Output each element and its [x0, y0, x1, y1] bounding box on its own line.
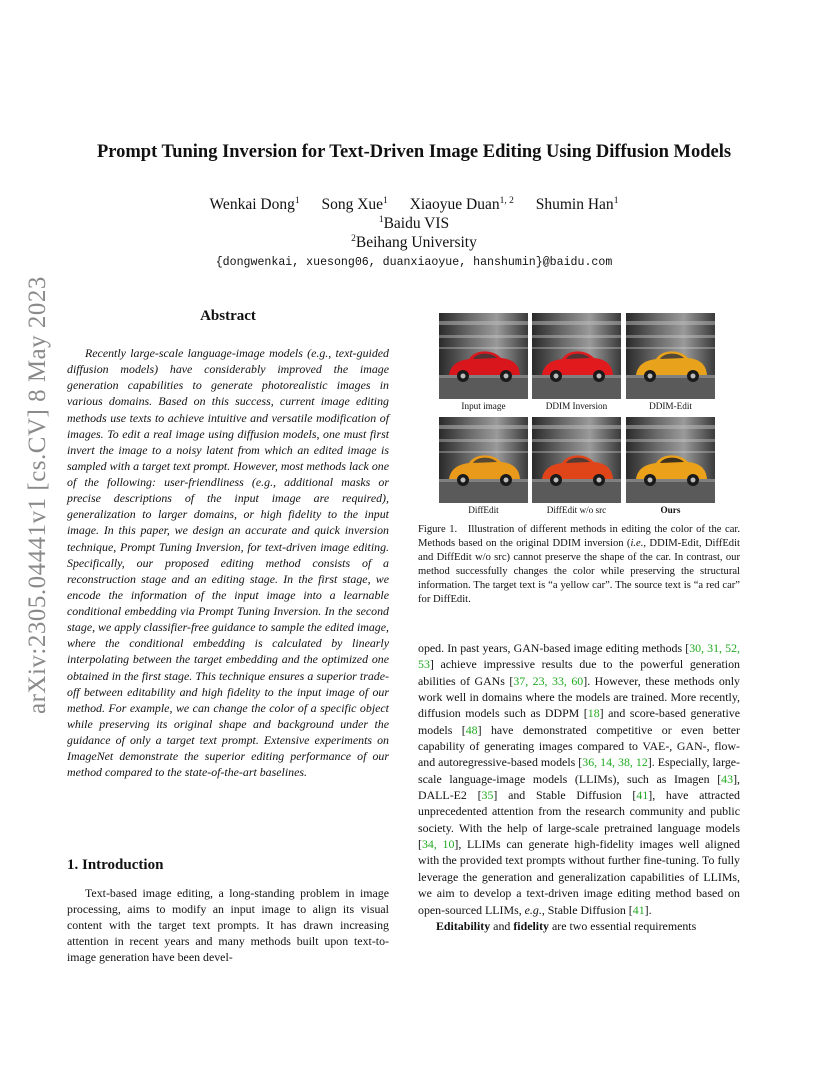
car-image	[626, 417, 715, 503]
figure-1-caption: Figure 1. Illustration of different methods in editing the color of the car. Methods based on the original DDIM inversion (i.e., DDIM-Edit, DiffEdit and DiffEdit w/o src) cannot preserve the shape of the car. In contrast, our method successfully changes the color while preserving the structural information. The target text is “a yellow car”. The source text is “a red car” for DiffEdit.	[418, 524, 741, 606]
car-image	[532, 313, 621, 399]
author: Xiaoyue Duan$^{1, 2}$	[409, 196, 514, 213]
figure-panel-label: DDIM-Edit	[649, 401, 692, 411]
citation-link[interactable]: 43	[721, 771, 734, 786]
figure-1	[439, 313, 719, 521]
figure-panel-label: Ours	[660, 505, 681, 515]
author: Song Xue$^1$	[321, 196, 388, 213]
abstract-text: Recently large-scale language-image models (e.g., text-guided diffusion models) have considerably improved the image generation capabilities to generate photorealistic images in various domains. Based on this success, current image editing methods use texts to achieve intuitive and versatile modification of images. To edit a real image using diffusion models, one must first invert the image to a noisy latent from which an edited image is sampled with a target text prompt. However, most methods lack one of the following: user-friendliness (e.g., additional masks or precise descriptions of the input image are required), generalization to larger domains, or high fidelity to the input image. In this paper, we design an accurate and quick inversion technique, Prompt Tuning Inversion, for text-driven image editing. Specifically, our proposed editing method consists of a reconstruction stage and an editing stage. In the first stage, we encode the information of the input image into a learnable conditional embedding via Prompt Tuning Inversion. In the second stage, we apply classifier-free guidance to sample the edited image, where the conditional embedding is calculated by linearly interpolating between the target embedding and the optimized one obtained in the first stage. This technique ensures a superior trade-off between editability and high fidelity to the input image of our method. For example, we can change the color of a specific object while preserving its original shape and background under the guidance of only a target text prompt. Extensive experiments on ImageNet demonstrate the superior editing performance of our method compared to the state-of-the-art baselines.	[67, 346, 389, 780]
figure-panel-label: DiffEdit w/o src	[546, 505, 607, 515]
author-list	[40, 196, 788, 214]
figure-image-panel	[626, 313, 715, 399]
affiliation: $^1$Baidu VIS	[378, 215, 450, 232]
paragraph: oped. In past years, GAN-based image editing methods [30, 31, 52, 53] achieve impressive results due to the powerful generation abilities of GANs [37, 23, 33, 60]. However, these methods only work well in domains where the models are trained. More recently, diffusion models such as DDPM [18] and score-based generative models [48] have demonstrated competitive or even better capability of generating images compared to VAE-, GAN-, flow- and autoregressive-based models [36, 14, 38, 12]. Especially, large-scale language-image models (LLIMs), such as Imagen [43], DALL-E2 [35] and Stable Diffusion [41], have attracted unprecedented attention from the research community and public society. With the help of large-scale pretrained language models [34, 10], LLIMs can generate high-fidelity images well aligned with the provided text prompts without further fine-tuning. To fully leverage the generation and generalization capabilities of LLIMs, we aim to develop a text-driven image editing method based on open-sourced LLIMs, e.g., Stable Diffusion [41].	[418, 641, 741, 917]
citation-link[interactable]: 41	[636, 788, 649, 803]
citation-link[interactable]: 35	[481, 788, 494, 803]
citation-link[interactable]: 48	[465, 722, 478, 737]
citation-link[interactable]: 30, 31, 52, 53	[418, 641, 740, 672]
author: Wenkai Dong$^1$	[209, 196, 300, 213]
abstract-heading: Abstract	[200, 308, 256, 324]
introduction-heading: 1. Introduction	[67, 857, 164, 873]
citation-link[interactable]: 18	[587, 706, 600, 721]
figure-image-panel	[532, 313, 621, 399]
citation-link[interactable]: 36, 14, 38, 12	[582, 755, 648, 770]
citation-link[interactable]: 34, 10	[421, 837, 455, 852]
paragraph: Editability and fidelity are two essential requirements	[436, 918, 697, 933]
figure-image-panel	[532, 417, 621, 503]
car-image	[626, 313, 715, 399]
citation-link[interactable]: 41	[632, 902, 645, 917]
introduction-text: Text-based image editing, a long-standing problem in image processing, aims to modify an input image to align its visual content with the target text prompts. It has drawn increasing attention in recent years and many methods built upon text-to-image generation have been devel-	[67, 886, 389, 965]
car-image	[439, 417, 528, 503]
figure-image-panel	[439, 313, 528, 399]
car-image	[439, 313, 528, 399]
figure-image-panel	[626, 417, 715, 503]
car-image	[532, 417, 621, 503]
figure-panel-label: DiffEdit	[468, 505, 499, 515]
arxiv-identifier: arXiv:2305.04441v1 [cs.CV] 8 May 2023	[24, 276, 51, 714]
figure-panel-label: Input image	[461, 401, 506, 411]
author-emails: {dongwenkai, xuesong06, duanxiaoyue, hanshumin}@baidu.com	[215, 256, 613, 269]
figure-panel-label: DDIM Inversion	[545, 401, 608, 411]
right-column-body	[418, 640, 740, 934]
figure-image-panel	[439, 417, 528, 503]
affiliation: $^2$Beihang University	[351, 234, 477, 251]
author: Shumin Han$^1$	[535, 196, 619, 213]
citation-link[interactable]: 37, 23, 33, 60	[513, 673, 584, 688]
paper-title: Prompt Tuning Inversion for Text-Driven Image Editing Using Diffusion Models	[96, 142, 732, 162]
